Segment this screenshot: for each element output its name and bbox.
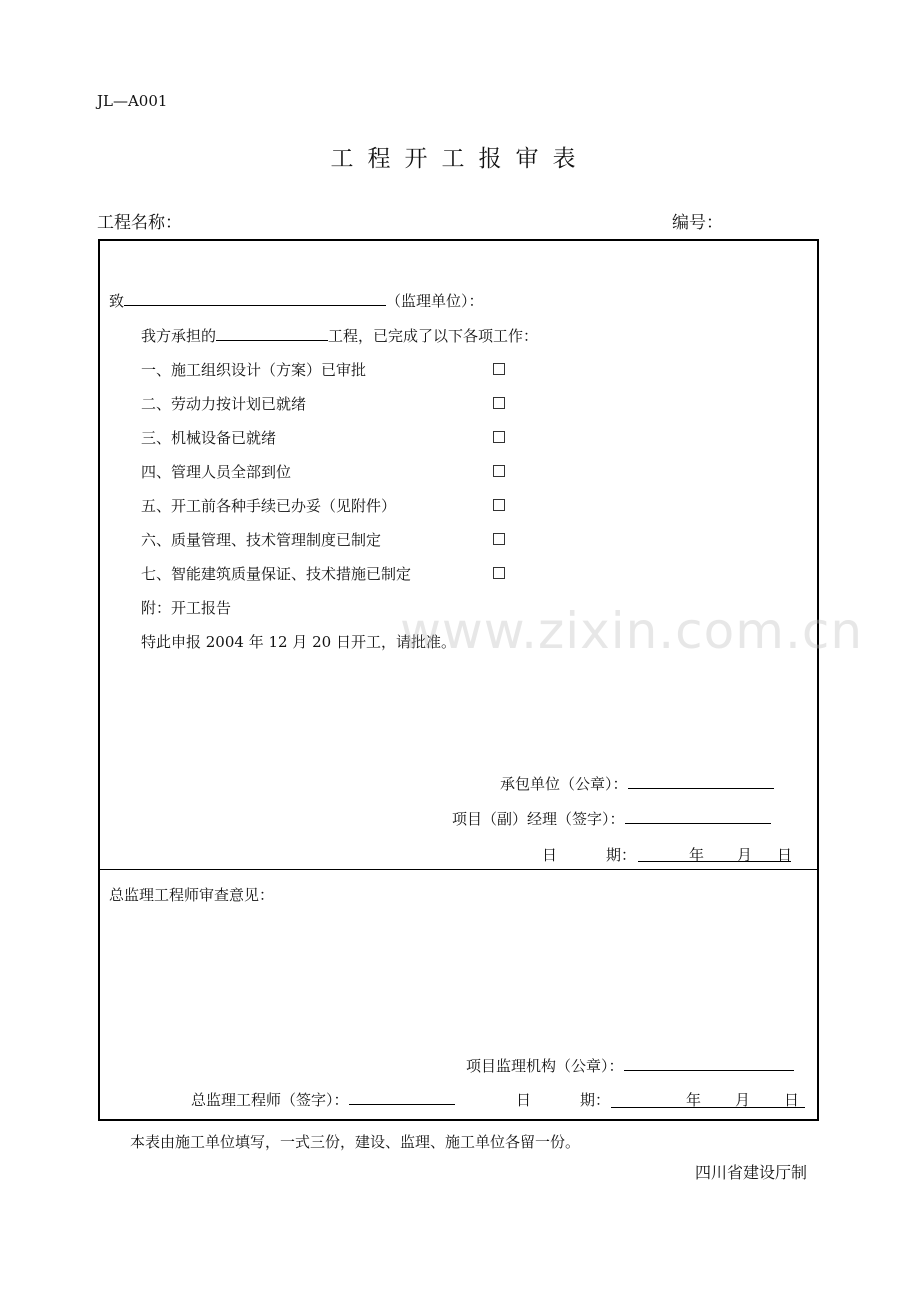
day-label: 日: [784, 1091, 800, 1109]
review-heading: 总监理工程师审查意见：: [109, 886, 275, 904]
project-name-label: 工程名称：: [97, 213, 182, 233]
footnote: 本表由施工单位填写，一式三份，建设、监理、施工单位各留一份。: [130, 1133, 581, 1151]
work-item: 二、劳动力按计划已就绪: [141, 395, 307, 413]
form-code: JL—A001: [97, 92, 168, 110]
contractor-unit-line: 承包单位（公章）：: [500, 773, 774, 794]
checkbox-item-4[interactable]: [493, 465, 505, 477]
form-table: [98, 239, 819, 1121]
chief-engineer-sign-line: 总监理工程师（签字）：: [191, 1089, 455, 1110]
manager-signature-field[interactable]: [625, 808, 771, 824]
checkbox-item-6[interactable]: [493, 533, 505, 545]
checkbox-item-3[interactable]: [493, 431, 505, 443]
work-item: 三、机械设备已就绪: [141, 429, 277, 447]
review-date-ri: 日: [516, 1091, 532, 1109]
work-item: 七、智能建筑质量保证、技术措施已制定: [141, 565, 412, 583]
supervision-org-line: 项目监理机构（公章）：: [466, 1055, 794, 1076]
contractor-date-field[interactable]: [638, 861, 791, 862]
review-date-qi: 期：: [580, 1091, 611, 1109]
work-item: 五、开工前各种手续已办妥（见附件）: [141, 497, 397, 515]
review-date-field[interactable]: [611, 1107, 805, 1108]
section-divider: [100, 869, 817, 870]
month-label: 月: [735, 1091, 751, 1109]
watermark: www.zixin.com.cn: [400, 602, 864, 660]
checkbox-item-5[interactable]: [493, 499, 505, 511]
request-intro-line: 我方承担的 工程，已完成了以下各项工作：: [141, 327, 539, 345]
chief-engineer-signature-field[interactable]: [349, 1089, 455, 1105]
checkbox-item-1[interactable]: [493, 363, 505, 375]
declaration: 特此申报 2004 年 12 月 20 日开工，请批准。: [141, 633, 456, 651]
page-title: 工程开工报审表: [330, 146, 590, 172]
contractor-date-qi: 期：: [606, 846, 637, 864]
attachment-note: 附：开工报告: [141, 599, 232, 617]
work-item: 一、施工组织设计（方案）已审批: [141, 361, 367, 379]
year-label: 年: [686, 1091, 702, 1109]
work-item: 六、质量管理、技术管理制度已制定: [141, 531, 382, 549]
month-label: 月: [737, 846, 753, 864]
supervision-seal-field[interactable]: [624, 1055, 794, 1071]
manager-sign-line: 项目（副）经理（签字）：: [452, 808, 771, 829]
checkbox-item-2[interactable]: [493, 397, 505, 409]
contractor-seal-field[interactable]: [628, 773, 774, 789]
project-field[interactable]: [216, 325, 328, 341]
request-to-line: 致 （监理单位）：: [109, 292, 484, 310]
supervisor-unit-field[interactable]: [124, 290, 386, 306]
issuer: 四川省建设厅制: [695, 1163, 808, 1182]
work-item: 四、管理人员全部到位: [141, 463, 292, 481]
serial-number-label: 编号：: [672, 213, 723, 233]
checkbox-item-7[interactable]: [493, 567, 505, 579]
day-label: 日: [777, 846, 793, 864]
contractor-date-ri: 日: [542, 846, 558, 864]
year-label: 年: [689, 846, 705, 864]
